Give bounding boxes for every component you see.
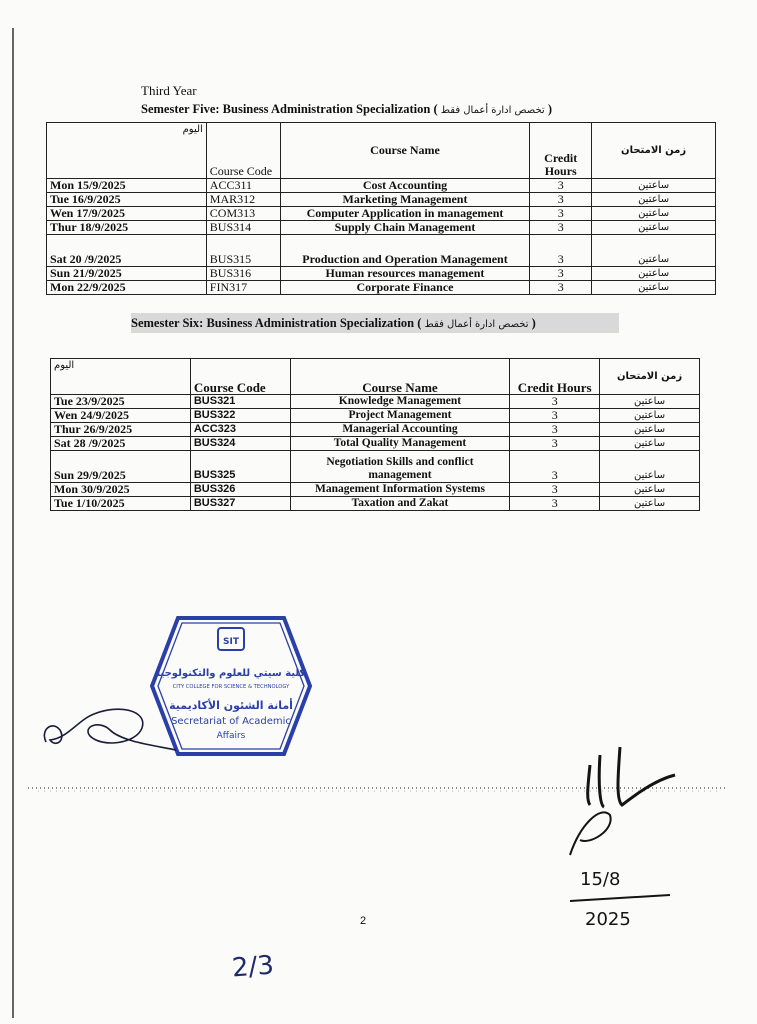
cell-day: Mon 30/9/2025 [51,483,191,497]
semester-six-table [50,358,700,511]
cell-course-name: Human resources management [280,267,530,281]
cell-credit-hours: 3 [510,437,600,451]
table-row [47,193,716,207]
cell-credit-hours: 3 [510,497,600,511]
cell-course-code: ACC323 [190,423,290,437]
table-row [47,221,716,235]
header-exam-time: زمن الامتحان [600,359,700,395]
header-credit-hours: Credit Hours [530,123,592,179]
cell-course-name: Supply Chain Management [280,221,530,235]
cell-day: Wen 24/9/2025 [51,409,191,423]
table-row [47,207,716,221]
cell-credit-hours: 3 [530,207,592,221]
cell-course-name: Cost Accounting [280,179,530,193]
semester-five-title: Semester Five: Business Administration Specialization ( [141,102,438,116]
cell-course-name: Knowledge Management [290,395,510,409]
cell-day: Sat 20 /9/2025 [47,235,207,267]
table-row [51,437,700,451]
cell-credit-hours: 3 [510,409,600,423]
table-row [47,179,716,193]
cell-credit-hours: 3 [510,451,600,483]
cell-day: Wen 17/9/2025 [47,207,207,221]
cell-course-code: BUS316 [206,267,280,281]
table-row [51,409,700,423]
semester-six-heading [131,313,619,333]
semester-six-close-paren: ) [531,316,536,330]
cell-course-name: Managerial Accounting [290,423,510,437]
cell-day: Tue 1/10/2025 [51,497,191,511]
stamp-dept-english-1: Secretariat of Academic [171,716,291,727]
cell-exam-time: ساعتين [600,451,700,483]
table-row [51,497,700,511]
cell-course-name: Total Quality Management [290,437,510,451]
signature-year: 2025 [585,909,631,930]
header-day: اليوم [51,359,191,395]
stamp-dept-english-2: Affairs [216,731,246,741]
cell-course-code: FIN317 [206,281,280,295]
cell-day: Sat 28 /9/2025 [51,437,191,451]
cell-credit-hours: 3 [530,221,592,235]
cell-day: Thur 18/9/2025 [47,221,207,235]
stamp-logo-text: SIT [223,637,239,647]
table-row [47,267,716,281]
cell-day: Sun 21/9/2025 [47,267,207,281]
scan-edge-line [12,28,14,1018]
table-header-row [51,359,700,395]
right-signature [560,745,690,935]
cell-credit-hours: 3 [510,423,600,437]
cell-day: Tue 16/9/2025 [47,193,207,207]
semester-five-heading [141,102,552,117]
signature-date: 15/8 [580,869,621,890]
semester-five-table [46,122,716,295]
cell-exam-time: ساعتين [600,423,700,437]
cell-course-name: Management Information Systems [290,483,510,497]
cell-course-name: Production and Operation Management [280,235,530,267]
cell-day: Mon 15/9/2025 [47,179,207,193]
stamp-dept-arabic: أمانة الشئون الأكاديمية [169,699,293,712]
cell-exam-time: ساعتين [592,221,716,235]
cell-exam-time: ساعتين [592,207,716,221]
cell-day: Thur 26/9/2025 [51,423,191,437]
cell-course-name: Project Management [290,409,510,423]
header-exam-time: زمن الامتحان [592,123,716,179]
cell-exam-time: ساعتين [600,497,700,511]
stamp-college-arabic: كلية سيتي للعلوم والتكنولوجيا [156,668,306,679]
cell-course-code: ACC311 [206,179,280,193]
cell-course-name: Negotiation Skills and conflict management [290,451,510,483]
cell-exam-time: ساعتين [592,267,716,281]
cell-course-code: MAR312 [206,193,280,207]
cell-course-code: BUS322 [190,409,290,423]
left-signature [38,690,178,760]
cell-course-name: Corporate Finance [280,281,530,295]
header-course-code: Course Code [206,123,280,179]
header-course-code: Course Code [190,359,290,395]
cell-day: Tue 23/9/2025 [51,395,191,409]
cell-exam-time: ساعتين [600,409,700,423]
cell-credit-hours: 3 [510,395,600,409]
semester-six-arabic-note: تخصص ادارة أعمال فقط [424,319,529,330]
cell-course-code: COM313 [206,207,280,221]
table-row [51,395,700,409]
cell-course-code: BUS315 [206,235,280,267]
cell-course-code: BUS314 [206,221,280,235]
cell-day: Mon 22/9/2025 [47,281,207,295]
cell-credit-hours: 3 [530,267,592,281]
table-row [47,235,716,267]
header-course-name: Course Name [290,359,510,395]
cell-credit-hours: 3 [530,193,592,207]
cell-course-name: Computer Application in management [280,207,530,221]
cell-course-code: BUS321 [190,395,290,409]
cell-exam-time: ساعتين [592,281,716,295]
cell-credit-hours: 3 [530,235,592,267]
year-heading: Third Year [141,83,197,98]
page-number: 2 [360,915,367,927]
cell-exam-time: ساعتين [600,483,700,497]
header-course-name: Course Name [280,123,530,179]
handwritten-page-note: 2/3 [231,950,275,984]
cell-exam-time: ساعتين [592,193,716,207]
cell-exam-time: ساعتين [592,235,716,267]
cell-exam-time: ساعتين [600,437,700,451]
cell-course-name: Marketing Management [280,193,530,207]
table-row [51,483,700,497]
cell-exam-time: ساعتين [600,395,700,409]
cell-credit-hours: 3 [510,483,600,497]
table-row [47,281,716,295]
table-row [51,451,700,483]
cell-course-code: BUS324 [190,437,290,451]
cell-course-code: BUS326 [190,483,290,497]
semester-five-close-paren: ) [547,102,553,116]
semester-six-title: Semester Six: Business Administration Specialization ( [131,316,422,330]
cell-credit-hours: 3 [530,281,592,295]
header-credit-hours: Credit Hours [510,359,600,395]
table-row [51,423,700,437]
cell-course-name: Taxation and Zakat [290,497,510,511]
header-day: اليوم [47,123,207,179]
table-header-row [47,123,716,179]
semester-five-arabic-note: تخصص ادارة أعمال فقط [440,105,545,116]
cell-course-code: BUS325 [190,451,290,483]
cell-course-code: BUS327 [190,497,290,511]
cell-day: Sun 29/9/2025 [51,451,191,483]
cell-credit-hours: 3 [530,179,592,193]
cell-exam-time: ساعتين [592,179,716,193]
stamp-college-english: CITY COLLEGE FOR SCIENCE & TECHNOLOGY [172,684,290,690]
